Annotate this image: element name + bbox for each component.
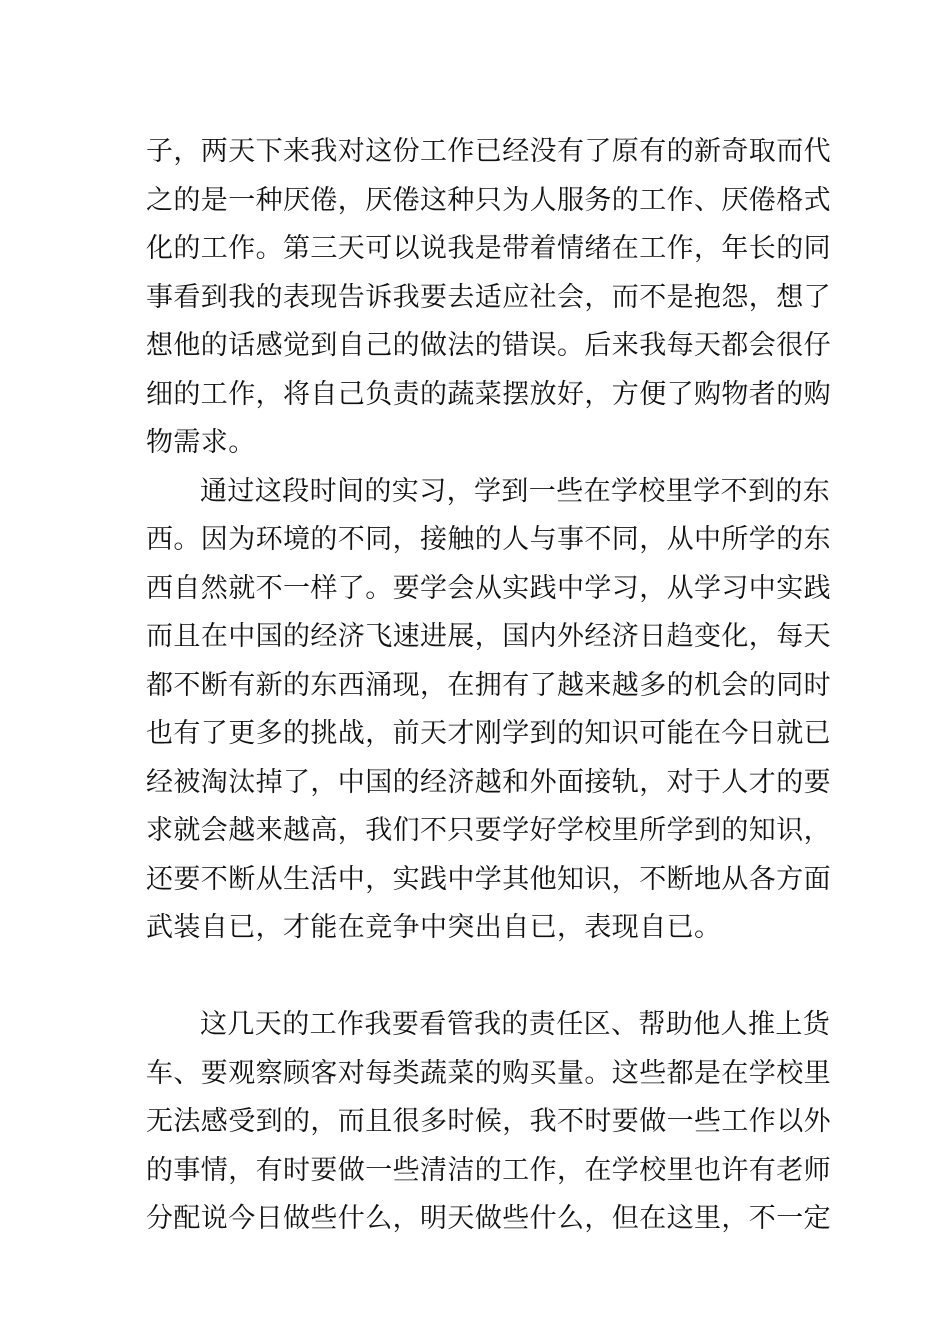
text-line: 子，两天下来我对这份工作已经没有了原有的新奇取而代 xyxy=(146,136,831,167)
text-line: 西自然就不一样了。要学会从实践中学习，从学习中实践 xyxy=(146,572,831,604)
text-line: 也有了更多的挑战，前天才刚学到的知识可能在今日就已 xyxy=(146,718,831,749)
paragraph-1 xyxy=(146,128,831,468)
text-line: 经被淘汰掉了，中国的经济越和外面接轨，对于人才的要 xyxy=(146,766,831,798)
text-line: 还要不断从生活中，实践中学其他知识，不断地从各方面 xyxy=(146,863,831,895)
text-line: 都不断有新的东西涌现，在拥有了越来越多的机会的同时 xyxy=(146,669,831,701)
text-line: 分配说今日做些什么，明天做些什么，但在这里，不一定 xyxy=(146,1203,831,1234)
text-line-indented: 通过这段时间的实习，学到一些在学校里学不到的东 xyxy=(200,475,831,507)
paragraph-3 xyxy=(146,1001,831,1244)
text-line: 物需求。 xyxy=(146,427,256,458)
paragraph-2 xyxy=(146,468,831,1002)
text-line: 武装自已，才能在竞争中突出自已，表现自已。 xyxy=(146,912,722,943)
document-body xyxy=(146,128,831,1244)
text-line: 细的工作，将自己负责的蔬菜摆放好，方便了购物者的购 xyxy=(146,378,831,410)
text-line: 事看到我的表现告诉我要去适应社会，而不是抱怨，想了 xyxy=(146,281,831,313)
text-line: 的事情，有时要做一些清洁的工作，在学校里也许有老师 xyxy=(146,1154,831,1186)
text-line: 化的工作。第三天可以说我是带着情绪在工作，年长的同 xyxy=(146,233,831,264)
text-line: 西。因为环境的不同，接触的人与事不同，从中所学的东 xyxy=(146,524,831,555)
text-line: 而且在中国的经济飞速进展，国内外经济日趋变化，每天 xyxy=(146,621,831,652)
text-line: 无法感受到的，而且很多时候，我不时要做一些工作以外 xyxy=(146,1106,831,1137)
text-line xyxy=(146,953,811,1002)
text-line: 之的是一种厌倦，厌倦这种只为人服务的工作、厌倦格式 xyxy=(146,184,831,216)
text-line: 求就会越来越高，我们不只要学好学校里所学到的知识， xyxy=(146,815,831,846)
text-line-indented: 这几天的工作我要看管我的责任区、帮助他人推上货 xyxy=(200,1009,831,1040)
text-line: 车、要观察顾客对每类蔬菜的购买量。这些都是在学校里 xyxy=(146,1057,831,1089)
text-line: 想他的话感觉到自己的做法的错误。后来我每天都会很仔 xyxy=(146,330,831,361)
